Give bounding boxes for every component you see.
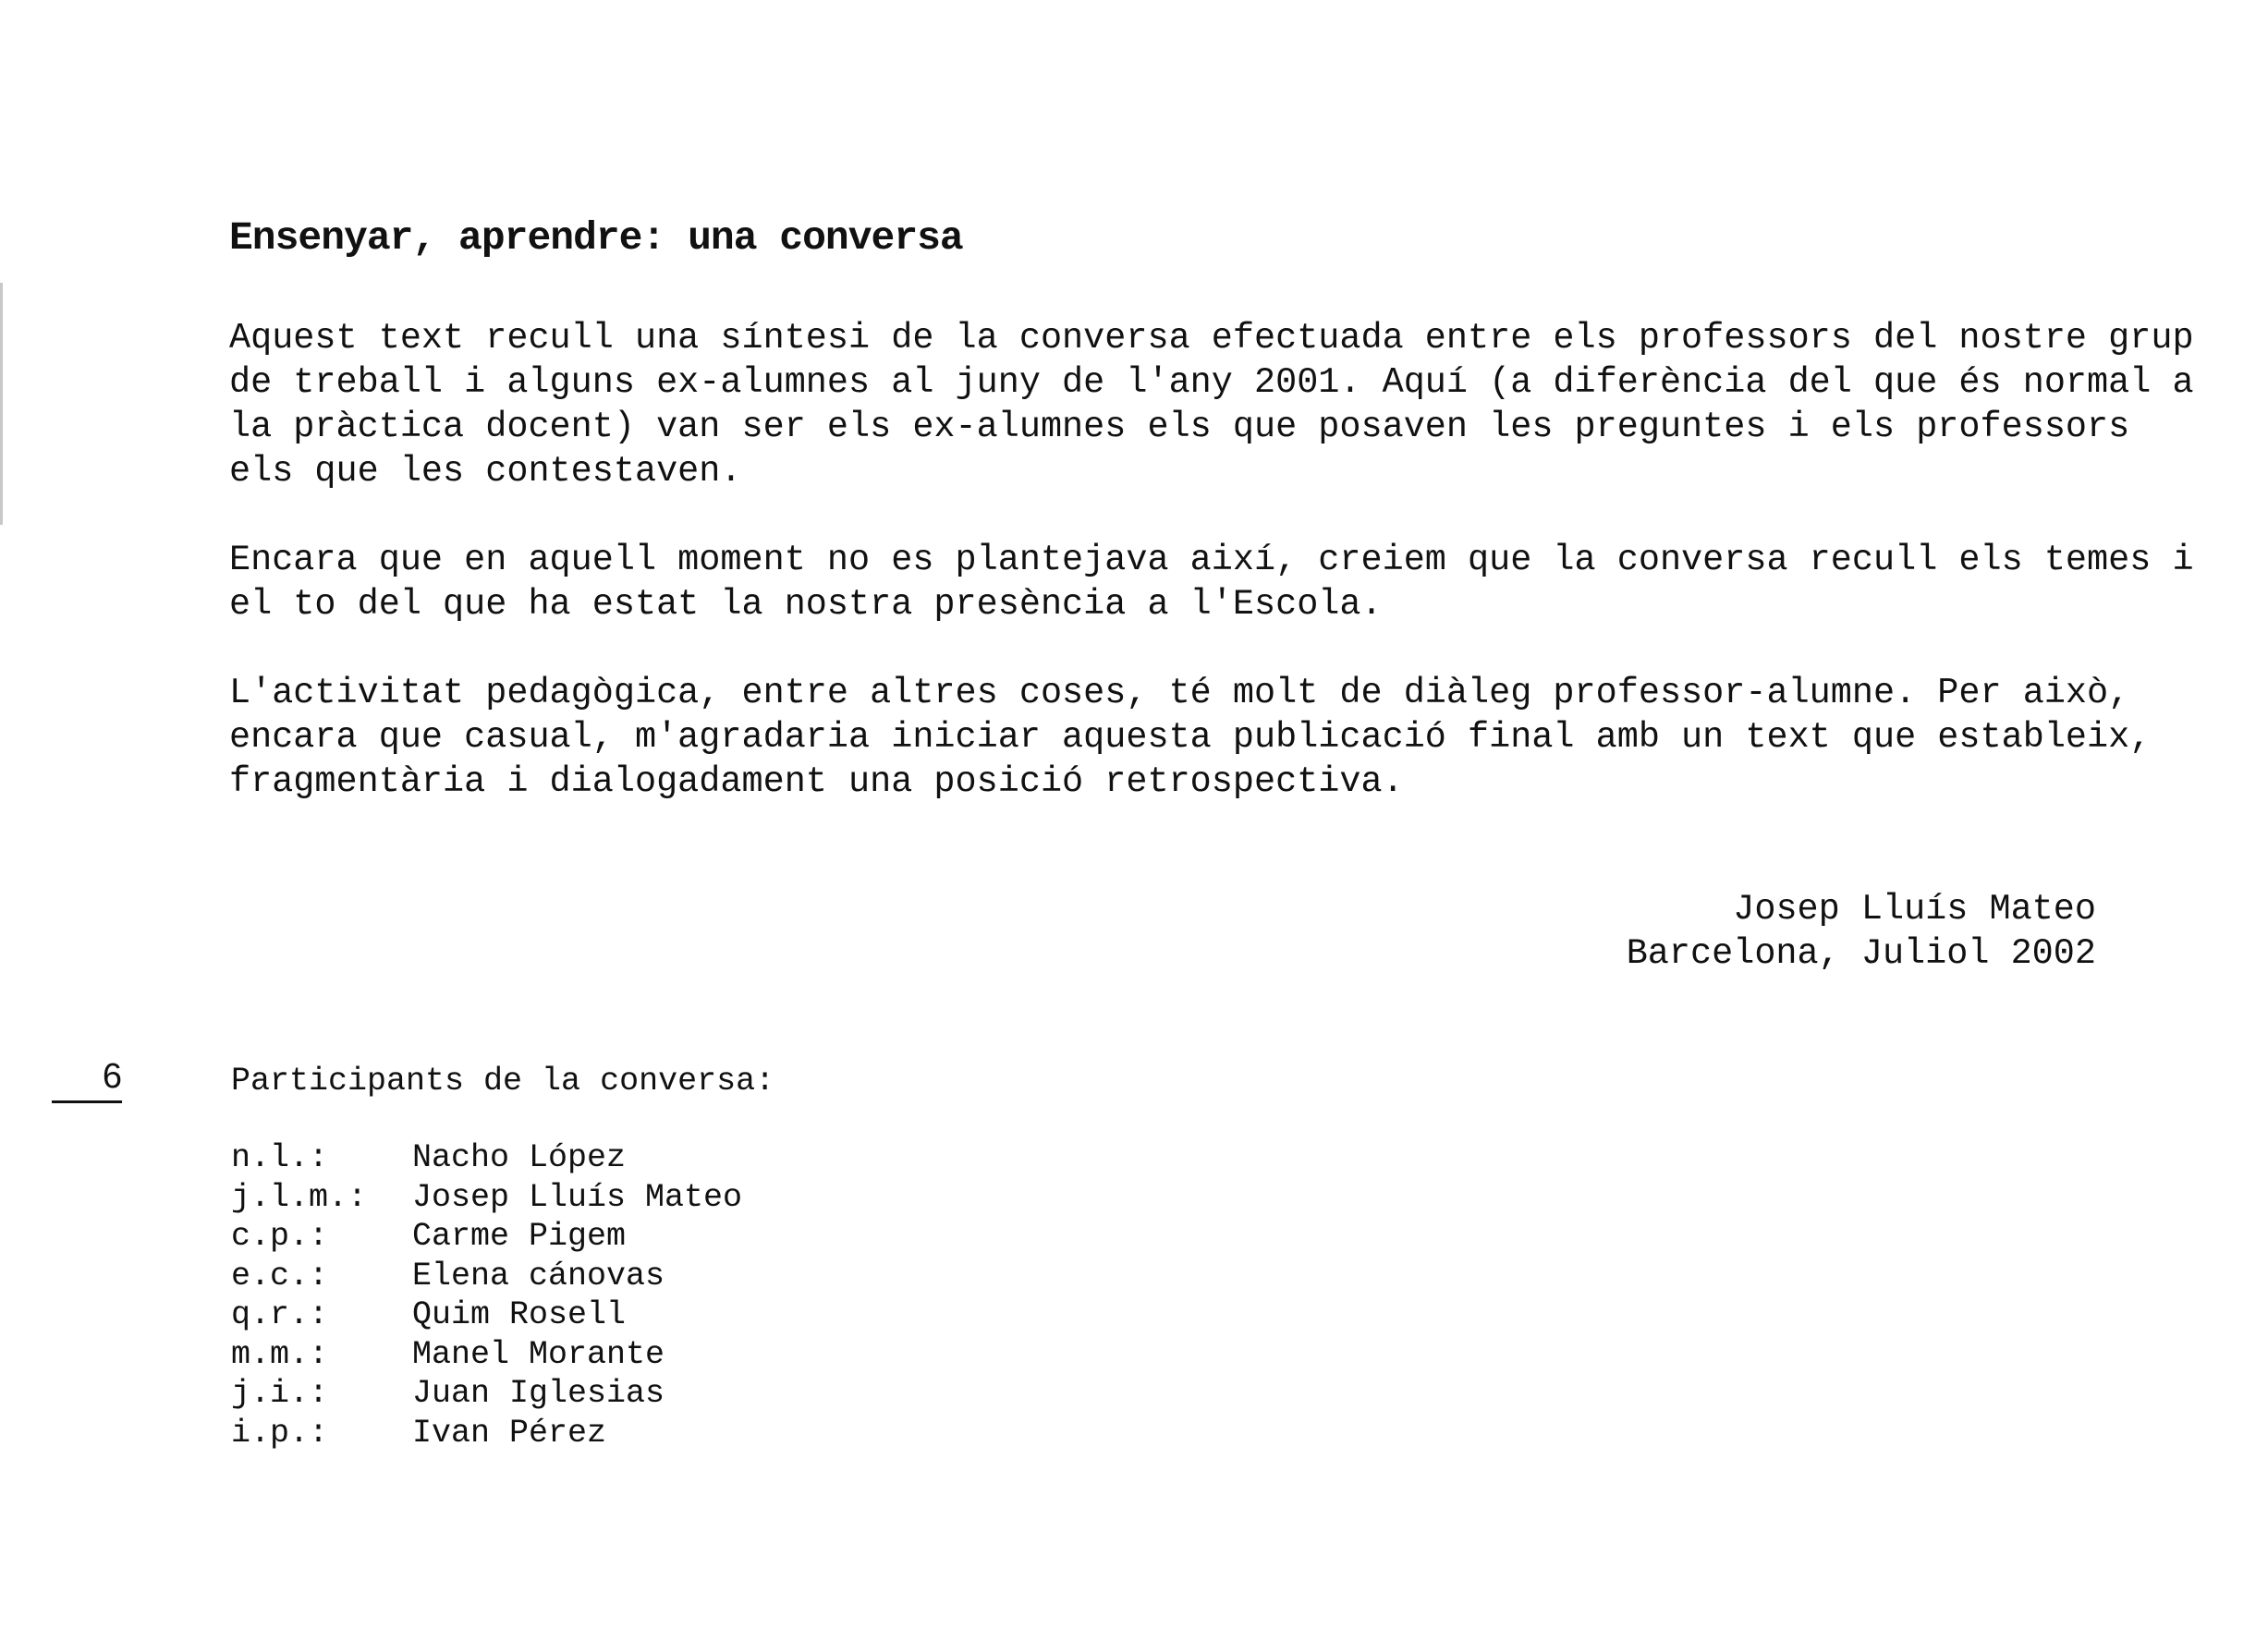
participant-abbr: j.l.m.: xyxy=(231,1178,368,1216)
participant-row xyxy=(231,1414,742,1453)
intro-paragraph xyxy=(229,316,2194,493)
participant-row xyxy=(231,1178,742,1218)
participant-name: Carme Pigem xyxy=(412,1218,627,1255)
participant-row xyxy=(231,1295,742,1335)
paragraph-line: els que les contestaven. xyxy=(229,451,742,492)
participant-abbr: q.r.: xyxy=(231,1296,329,1333)
page-title: Ensenyar, aprendre: una conversa xyxy=(229,215,963,261)
participant-abbr: i.p.: xyxy=(231,1414,329,1452)
signature-block xyxy=(1627,887,2096,976)
participant-name: Ivan Pérez xyxy=(412,1414,607,1452)
paragraph-line: Aquest text recull una síntesi de la conversa efectuada entre els professors del nostre grup xyxy=(229,318,2194,359)
participant-name: Elena cánovas xyxy=(412,1257,665,1295)
context-paragraph xyxy=(229,538,2194,626)
participant-name: Manel Morante xyxy=(412,1335,665,1373)
participant-abbr: m.m.: xyxy=(231,1335,329,1373)
participant-abbr: j.i.: xyxy=(231,1375,329,1412)
paragraph-line: L'activitat pedagògica, entre altres coses, té molt de diàleg professor-alumne. Per això, xyxy=(229,673,2130,713)
participant-abbr: c.p.: xyxy=(231,1218,329,1255)
page-number-rule xyxy=(52,1100,122,1103)
scan-edge-mark xyxy=(0,283,3,525)
paragraph-line: de treball i alguns ex-alumnes al juny de l'any 2001. Aquí (a diferència del que és normal a xyxy=(229,362,2194,403)
participant-row xyxy=(231,1217,742,1257)
participant-row xyxy=(231,1138,742,1178)
participant-row xyxy=(231,1335,742,1375)
participant-row xyxy=(231,1257,742,1296)
purpose-paragraph xyxy=(229,671,2152,804)
paragraph-line: encara que casual, m'agradaria iniciar aquesta publicació final amb un text que estableix, xyxy=(229,717,2152,758)
participant-name: Nacho López xyxy=(412,1139,627,1176)
participant-name: Juan Iglesias xyxy=(412,1375,665,1412)
participants-heading: Participants de la conversa: xyxy=(231,1063,775,1100)
page-number: 6 xyxy=(102,1057,122,1096)
participant-row xyxy=(231,1374,742,1414)
participant-abbr: n.l.: xyxy=(231,1139,329,1176)
paragraph-line: el to del que ha estat la nostra presència a l'Escola. xyxy=(229,584,1383,625)
participants-list xyxy=(231,1138,742,1453)
paragraph-line: fragmentària i dialogadament una posició retrospectiva. xyxy=(229,761,1404,802)
signature-place-date: Barcelona, Juliol 2002 xyxy=(1626,933,2096,974)
paragraph-line: la pràctica docent) van ser els ex-alumnes els que posaven les preguntes i els professors xyxy=(229,407,2130,447)
participant-name: Josep Lluís Mateo xyxy=(412,1178,743,1216)
paragraph-line: Encara que en aquell moment no es plantejava així, creiem que la conversa recull els temes i xyxy=(229,540,2194,580)
signature-author: Josep Lluís Mateo xyxy=(1733,889,2096,930)
participant-name: Quim Rosell xyxy=(412,1296,627,1333)
participant-abbr: e.c.: xyxy=(231,1257,329,1295)
